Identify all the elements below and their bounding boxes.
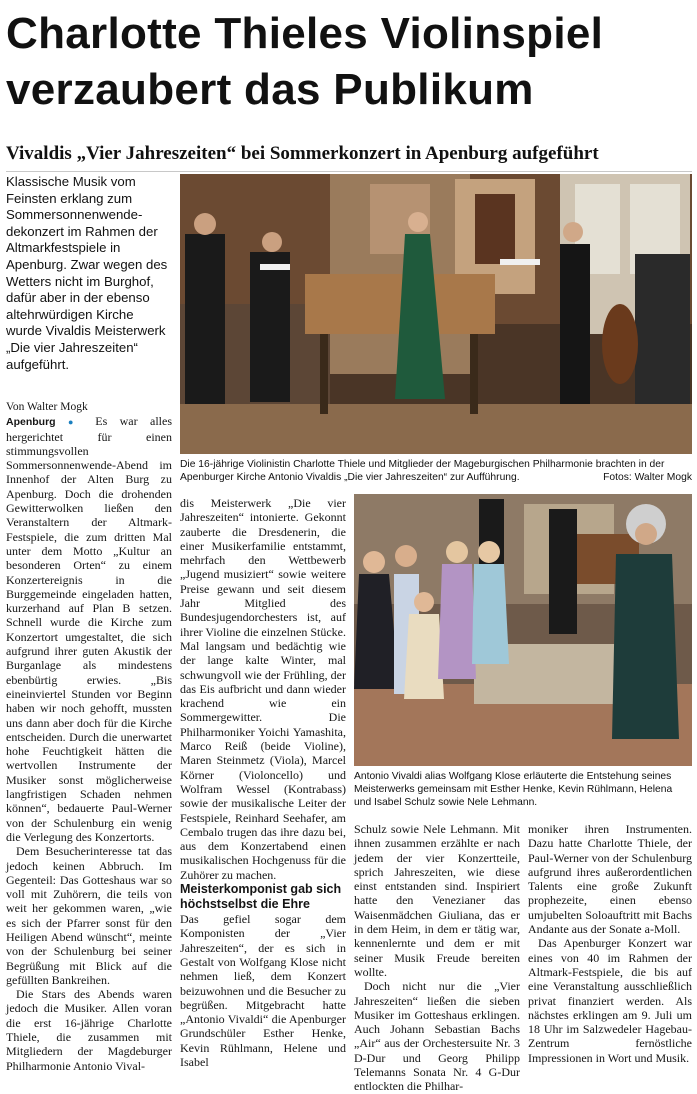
caption-text: Die 16-jährige Violinistin Charlotte Thiele und Mitglieder der Mageburgischen Philharmonie brachten in der Apenburger Kirche Antonio Vivaldis „Die vier Jahreszeiten“ zur Aufführung. xyxy=(180,459,665,483)
paragraph: moniker ihren Instrumenten. Dazu hatte Charlotte Thiele, der Paul-Werner von der Schulenburg aufgrund ihres außerordentlichen Talents eine große Zukunft prophezeite, einen ebenso umjubelten Soloauftritt mit Bachs Andante aus der Sonate a-Moll. xyxy=(528,822,692,937)
dateline-bullet: ● xyxy=(67,417,83,428)
first-paragraph xyxy=(6,414,172,844)
divider xyxy=(6,171,692,172)
photo-orchestra-caption xyxy=(180,458,692,484)
photo-vivaldi-children xyxy=(354,494,692,766)
headline: Charlotte Thieles Violinspiel verzaubert das Publikum xyxy=(6,9,604,114)
photo-orchestra xyxy=(180,174,692,454)
article-column-4 xyxy=(528,822,692,1065)
article-column-3 xyxy=(354,822,520,1094)
subheadline: Vivaldis „Vier Jahreszeiten“ bei Sommerkonzert in Apenburg aufgeführt xyxy=(6,143,599,164)
paragraph: Doch nicht nur die „Vier Jahreszeiten“ ließen die sieben Musiker im Gotteshaus erklingen. Auch Johann Sebastian Bachs „Air“ aus der Orchestersuite Nr. 3 D-Dur und Georg Philipp Telemanns Sonata Nr. 4 G-Dur entlockten die Philhar- xyxy=(354,979,520,1094)
article-column-2 xyxy=(180,496,346,1069)
vivaldi-photo-image xyxy=(354,494,692,766)
photo-vivaldi-caption: Antonio Vivaldi alias Wolfgang Klose erläuterte die Entstehung seines Meisterwerks gemeinsam mit Esther Henke, Kevin Rühlmann, Helena und Isabel Schulz sowie Nele Lehmann. xyxy=(354,771,673,808)
section-subtitle: Meisterkomponist gab sich höchstselbst die Ehre xyxy=(180,882,342,912)
orchestra-photo-image xyxy=(180,174,692,454)
paragraph: Das Apenburger Konzert war eines von 40 im Rahmen der Altmark-Festspiele, die bis auf eine Veranstaltung ausschließlich privat finanziert werden. Als nächstes erklingen am 9. Juli um 18 Uhr im Salzwedeler Hagebau-Zentrum fernöstliche Impressionen in Wort und Musik. xyxy=(528,936,692,1065)
paragraph: Dem Besucherinteresse tat das jedoch keinen Abbruch. Im Gegenteil: Das Gotteshaus war so voll mit Zuhörern, die teils von weit her gekommen waren, „wie es sich der Pfarrer sonst für den Heiligen Abend wünscht“, meinte von der Schulenburg bei seiner Begrüßung mit Blick auf die gefüllten Bankreihen. xyxy=(6,844,172,987)
lead-paragraph: Klassische Musik vom Feinsten erklang zum Sommersonnenwende-dekonzert im Rahmen der Altmarkfestspiele in Apenburg. Zwar wegen des Wetters nicht im Burghof, dafür aber in der ebenso altehrwürdigen Kirche wurde Vivaldis Meisterwerk „Die vier Jahreszeiten“ aufgeführt. xyxy=(6,174,168,372)
byline: Von Walter Mogk xyxy=(6,401,88,413)
paragraph: Schulz sowie Nele Lehmann. Mit ihnen zusammen erzählte er nach jedem der vier Konzertteile, sprich Jahreszeiten, wie diese einst entstanden sind. Inspiriert hatte den Venezianer das Waisenmädchen Giuliana, das er in dem Heim, in dem er tätig war, kennenlernte und dem er mit seiner Musik Freude bereiten wollte. xyxy=(354,822,520,979)
article-column-1 xyxy=(6,400,172,1073)
dateline: Apenburg xyxy=(6,416,56,429)
photo-credit: Fotos: Walter Mogk xyxy=(603,472,692,483)
paragraph: Das gefiel sogar dem Komponisten der „Vier Jahreszeiten“, der es sich in Gestalt von Wolfgang Klose nicht nehmen ließ, dem Konzert beizuwohnen und die Besucher zu begrüßen. Mitgebracht hatte „Antonio Vivaldi“ die Apenburger Grundschüler Esther Henke, Kevin Rühlmann, Helene und Isabel xyxy=(180,912,346,1069)
first-paragraph-text: Es war alles hergerichtet für einen stimmungsvollen Sommersonnenwende-Abend im Innenhof der Alten Burg zu Apenburg. Doch die drohenden Gewitterwolken ließen den Veranstaltern der Altmark-Festspiele, die zum dritten Mal unter dem Motto „Kultur an besonderen Orten“ zu einem Konzertereignis in die Burggemeinde eingeladen hatten, kurzerhand auf Plan B setzen. Schnell wurde die Kirche zum Konzertort umgestaltet, die sich aufgrund ihrer guten Akustik der Burganlage als mindestens ebenbürtig erwies. „Bis eineinviertel Stunden vor Beginn haben wir noch gehofft, mussten uns dann aber doch für die Kirche entscheiden. Durch die unerwartet hohe Feuchtigkeit hätten die wertvollen Instrumente der Musiker sonst möglicherweise langfristigen Schaden nehmen können“, bedauerte Paul-Werner von der Schulenburg ein wenig die Verlegung des Konzertorts. xyxy=(6,414,173,844)
paragraph: dis Meisterwerk „Die vier Jahreszeiten“ intonierte. Gekonnt zauberte die Dresdenerin, die einer Musikerfamilie entstammt, mehrfach den Wettbewerb „Jugend musiziert“ sowie weitere Preise gewann und seit diesem Jahr Mitglied des Bundesjugendorchesters ist, auf ihrer Violine die einzelnen Stücke. Mal langsam und bedächtig wie der lange kalte Winter, mal schwungvoll wie der Frühling, der das Eis aufbricht und dann wieder krachend wie ein Sommergewitter. Die Philharmoniker Yoichi Yamashita, Marco Reiß (beide Violine), Maren Steinmetz (Viola), Marcel Körner (Violoncello) und Wolfram Wessel (Kontrabass) sowie der musikalische Leiter der Festspiele, Reinhard Seehafer, am Cembalo trugen das ihre dazu bei, aus dem Konzertabend einen musikalischen Hochgenuss für die Zuhörer zu machen. xyxy=(180,496,347,882)
paragraph: Die Stars des Abends waren jedoch die Musiker. Allen voran die erst 16-jährige Charlotte Thiele, die zusammen mit Mitgliedern der Magdeburger Philharmonie Antonio Vival- xyxy=(6,987,172,1073)
